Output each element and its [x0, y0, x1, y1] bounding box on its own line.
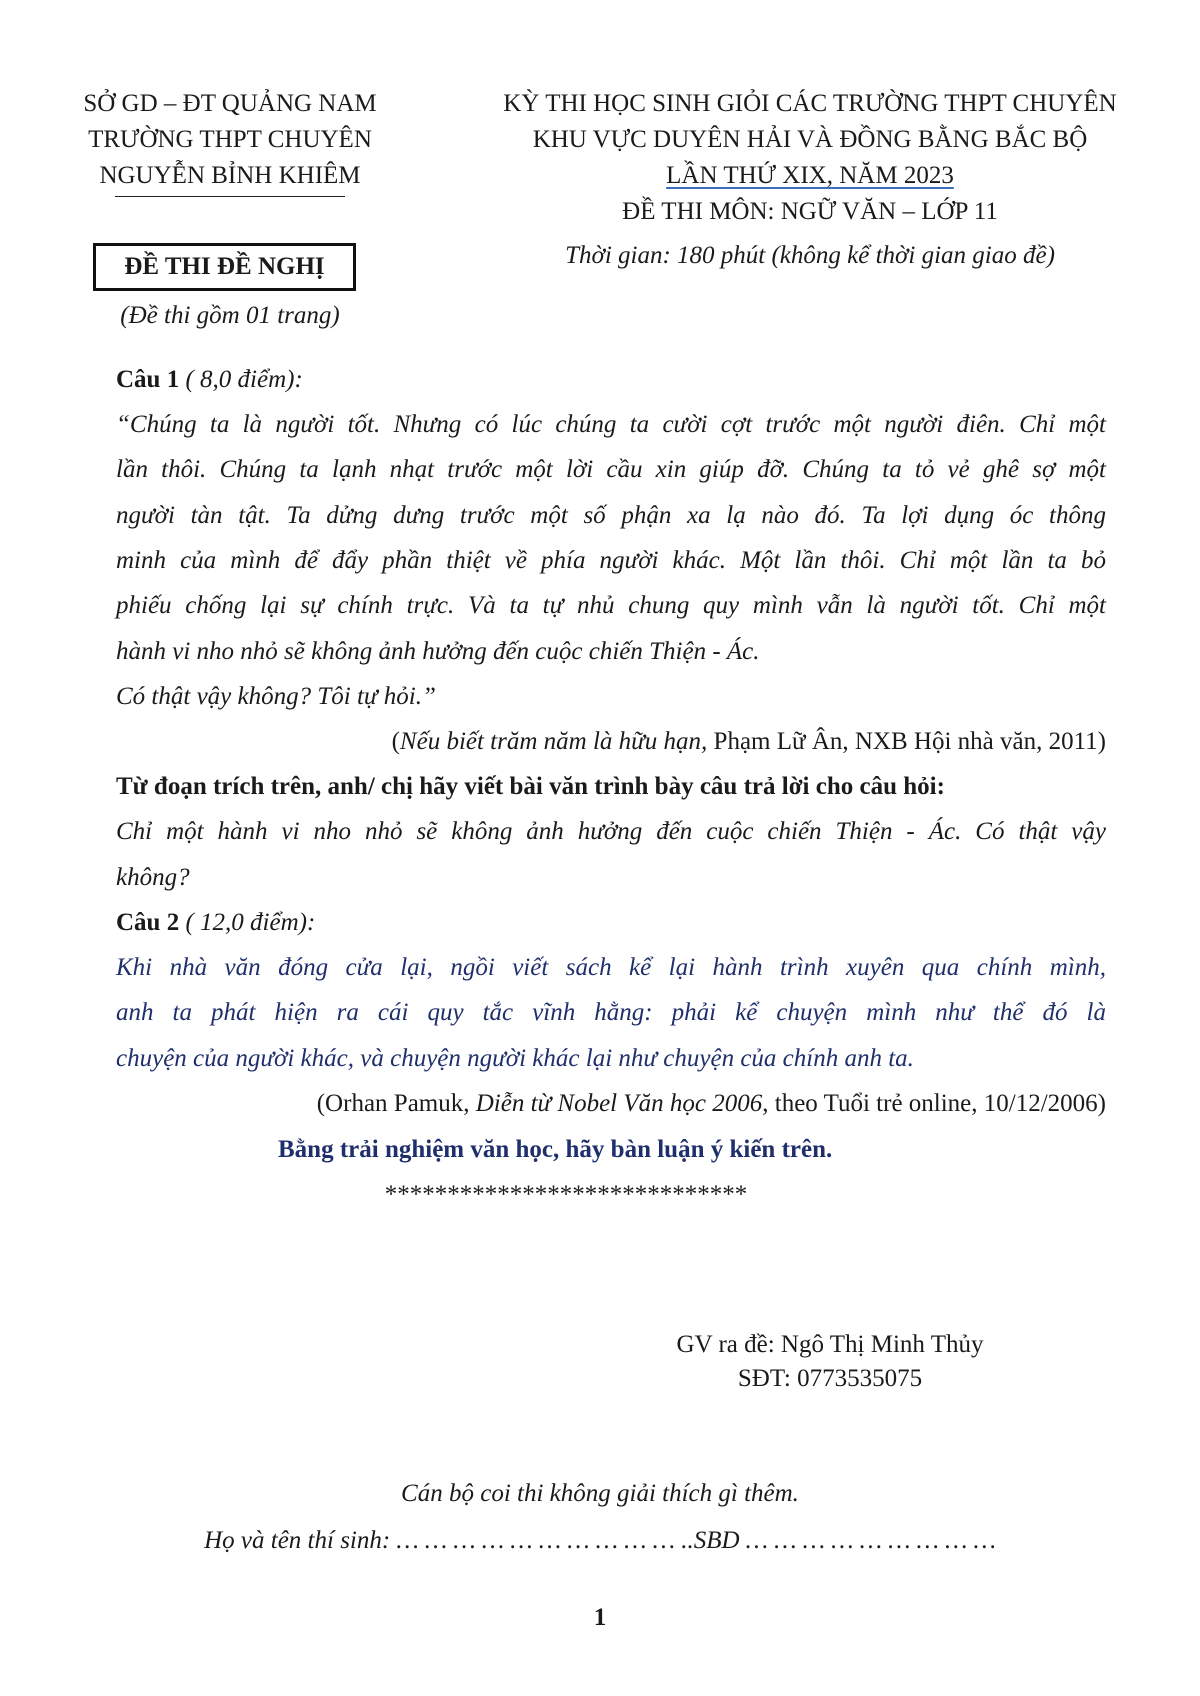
question1-quote-line: minh của mình để đẩy phần thiệt về phía người khác. Một lần thôi. Chỉ một lần ta bỏ [116, 547, 1106, 574]
candidate-info-line: Họ và tên thí sinh: … … … … … … … … … … ..SBD … … … … … … … … … [204, 1527, 996, 1554]
question1-quote-line: Có thật vậy không? Tôi tự hỏi.” [116, 683, 436, 710]
school-name-line2: NGUYỄN BỈNH KHIÊM [99, 162, 361, 189]
question1-quote-line: “Chúng ta là người tốt. Nhưng có lúc chúng ta cười cợt trước một người điên. Chỉ một [116, 411, 1106, 438]
source-title: Diễn từ Nobel Văn học 2006 [475, 1090, 763, 1117]
question2-heading [116, 909, 1106, 937]
source-open: (Orhan Pamuk, [316, 1090, 476, 1117]
question1-quote-line: hành vi nho nhỏ sẽ không ảnh hưởng đến cuộc chiến Thiện - Ác. [116, 638, 760, 665]
exam-edition [440, 158, 1180, 194]
source-title: Nếu biết trăm năm là hữu hạn, [399, 728, 708, 755]
source-detail: , theo Tuổi trẻ online, 10/12/2006) [762, 1090, 1106, 1117]
question1-source [116, 728, 1106, 756]
exam-subject: ĐỀ THI MÔN: NGỮ VĂN – LỚP 11 [622, 198, 998, 225]
question2-points: ( 12,0 điểm): [179, 909, 316, 936]
proposal-badge: ĐỀ THI ĐỀ NGHỊ [93, 243, 356, 291]
question1-heading [116, 366, 1106, 394]
question1-quote-line: phiếu chống lại sự chính trực. Và ta tự nhủ chung quy mình vẫn là người tốt. Chỉ một [116, 592, 1106, 619]
question1-points: ( 8,0 điểm): [179, 366, 303, 393]
exam-edition-text: LẦN THỨ XIX, NĂM 2023 [666, 162, 954, 189]
proctor-note: Cán bộ coi thi không giải thích gì thêm. [401, 1480, 799, 1507]
header-divider [115, 196, 345, 197]
question2-quote-line: chuyện của người khác, và chuyện người khác lại như chuyện của chính anh ta. [116, 1045, 914, 1072]
source-open: ( [391, 728, 400, 755]
question2-quote-line: Khi nhà văn đóng cửa lại, ngồi viết sách kể lại hành trình xuyên qua chính mình, [116, 954, 1106, 981]
author-name: GV ra đề: Ngô Thị Minh Thủy [676, 1331, 984, 1358]
school-name-line1: TRƯỜNG THPT CHUYÊN [88, 126, 372, 153]
exam-title-line2: KHU VỰC DUYÊN HẢI VÀ ĐỒNG BẰNG BẮC BỘ [532, 126, 1088, 153]
question1-label: Câu 1 [116, 366, 180, 393]
page-number: 1 [593, 1604, 607, 1631]
question1-quote-line: lần thôi. Chúng ta lạnh nhạt trước một lời cầu xin giúp đỡ. Chúng ta tỏ vẻ ghê sợ một [116, 456, 1106, 483]
department-name: SỞ GD – ĐT QUẢNG NAM [83, 90, 377, 117]
author-phone: SĐT: 0773535075 [737, 1365, 923, 1392]
question1-task: Từ đoạn trích trên, anh/ chị hãy viết bài văn trình bày câu trả lời cho câu hỏi: [116, 773, 945, 800]
end-separator: ***************************** [384, 1181, 748, 1208]
question1-question-line: không? [116, 864, 190, 891]
source-detail: Phạm Lữ Ân, NXB Hội nhà văn, 2011) [707, 728, 1106, 755]
page-count: (Đề thi gồm 01 trang) [120, 302, 340, 329]
question1-question-line: Chỉ một hành vi nho nhỏ sẽ không ảnh hưởng đến cuộc chiến Thiện - Ác. Có thật vậy [116, 818, 1106, 845]
question2-task: Bằng trải nghiệm văn học, hãy bàn luận ý kiến trên. [278, 1136, 833, 1163]
exam-header [440, 86, 1180, 230]
author-signature [600, 1328, 1060, 1396]
question2-source [116, 1090, 1106, 1118]
question1-quote-line: người tàn tật. Ta dửng dưng trước một số phận xa lạ nào đó. Ta lợi dụng óc thông [116, 502, 1106, 529]
question2-quote-line: anh ta phát hiện ra cái quy tắc vĩnh hằng: phải kể chuyện mình như thể đó là [116, 999, 1106, 1026]
question2-label: Câu 2 [116, 909, 180, 936]
exam-title-line1: KỲ THI HỌC SINH GIỎI CÁC TRƯỜNG THPT CHUYÊN [503, 90, 1117, 117]
school-header [60, 86, 400, 197]
exam-duration: Thời gian: 180 phút (không kể thời gian giao đề) [565, 242, 1055, 269]
